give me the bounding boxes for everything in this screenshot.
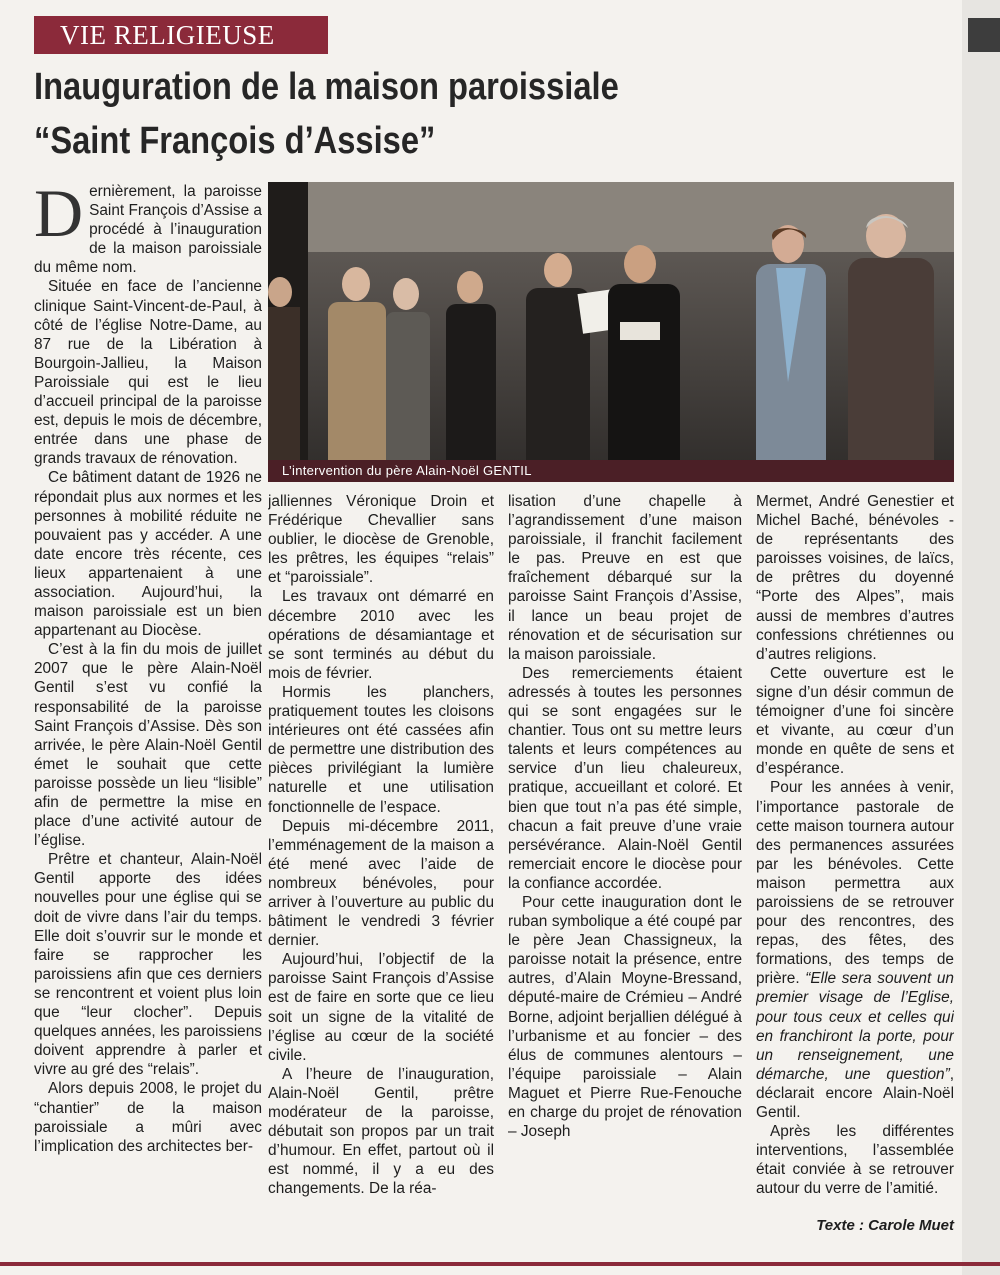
headline-line-1: Inauguration de la maison paroissiale <box>34 66 619 108</box>
article-column-1 <box>34 182 262 1264</box>
article-column-2 <box>268 492 494 1264</box>
paragraph: Alors depuis 2008, le projet du “chantier” de la maison paroissiale a mûri avec l’implication des architectes ber- <box>34 1080 262 1155</box>
paragraph: jalliennes Véronique Droin et Frédérique Chevallier sans oublier, le diocèse de Grenoble, les prêtres, les équipes “relais” et “paroissiale”. <box>268 493 494 587</box>
paragraph: Après les différentes interventions, l’assemblée était conviée à se retrouver autour du verre de l’amitié. <box>756 1123 954 1198</box>
section-rubric: VIE RELIGIEUSE <box>34 16 328 54</box>
quote: “Elle sera souvent un premier visage de l’Eglise, pour tous ceux et celles qui en franchiront la porte, pour un renseignement, une démarche, une question” <box>756 970 954 1083</box>
paragraph: Depuis mi-décembre 2011, l’emménagement de la maison a été mené avec l’aide de nombreux bénévoles, pour arriver à l’ouverture au public du bâtiment le vendredi 3 février dernier. <box>268 817 494 950</box>
adjacent-page-tab <box>968 18 1000 52</box>
paragraph: Aujourd’hui, l’objectif de la paroisse Saint François d’Assise est de faire en sorte que ce lieu soit un signe de la vitalité de l’église au cœur de la société civile. <box>268 951 494 1064</box>
paragraph: Pour cette inauguration dont le ruban symbolique a été coupé par le père Jean Chassigneux, la paroisse notait la présence, entre autres, d’Alain Moyne-Bressand, député-maire de Crémieu – André Borne, adjoint berjallien délégué à l’urbanisme et au foncier – des élus de communes alentours – l’équipe paroissiale – Alain Maguet et Pierre Rue-Fenouche en charge du projet de rénovation – Joseph <box>508 893 742 1141</box>
paragraph: Prêtre et chanteur, Alain-Noël Gentil apporte des idées nouvelles pour une église qui se doit de vivre dans l’air du temps. Elle doit s’ouvrir sur le monde et faire se rapprocher les paroissiens afin que ces derniers se rencontrent et voient plus loin que “leur clocher”. Depuis quelques années, les paroissiens doivent apprendre à parler et vivre au gré des “relais”. <box>34 851 262 1079</box>
paragraph: Située en face de l’ancienne clinique Saint-Vincent-de-Paul, à côté de l’église Notre-Dame, au 87 rue de la Libération à Bourgoin-Jallieu, la Maison Paroissiale qui est le lieu d’accueil principal de la paroisse est, depuis le mois de décembre, entrée dans une phase de grands travaux de rénovation. <box>34 278 262 468</box>
adjacent-page-edge <box>962 0 1000 1275</box>
paragraph: Dernièrement, la paroisse Saint François d’Assise a procédé à l’inauguration de la maison paroissiale du même nom. <box>34 182 262 277</box>
headline-line-2: “Saint François d’Assise” <box>34 120 436 162</box>
article-column-4 <box>756 492 954 1264</box>
drop-cap: D <box>34 182 84 251</box>
paragraph: Ce bâtiment datant de 1926 ne répondait plus aux normes et les personnes à mobilité réduite ne pouvaient pas y accéder. A une date encore très récente, ces lieux appartenaient à une association. Aujourd’hui, la maison paroissiale est un bien appartenant au Diocèse. <box>34 469 262 640</box>
article-photo <box>268 182 954 482</box>
bottom-rule <box>0 1262 1000 1266</box>
paragraph: lisation d’une chapelle à l’agrandissement d’une maison paroissiale, il franchit facilement le pas. Preuve en est que fraîchement débarqué sur la paroisse Saint François d’Assise, il lance un beau projet de rénovation et de sécurisation sur la maison paroissiale. <box>508 493 742 663</box>
paragraph: Des remerciements étaient adressés à toutes les personnes qui se sont engagées sur le chantier. Tous ont su mettre leurs talents et leurs compétences au service d’un lieu chaleureux, pratique, accueillant et coloré. Et bien que tout n’a pas été simple, chacun a fait preuve d’une vraie persévérance. Alain-Noël Gentil remerciait encore le diocèse pour la confiance accordée. <box>508 664 742 892</box>
paragraph: Les travaux ont démarré en décembre 2010 avec les opérations de désamiantage et se sont terminés au début du mois de février. <box>268 588 494 682</box>
author-credit: Texte : Carole Muet <box>816 1217 954 1234</box>
photo-caption: L’intervention du père Alain-Noël GENTIL <box>268 460 954 482</box>
photo-illustration <box>268 182 954 482</box>
paragraph: Hormis les planchers, pratiquement toutes les cloisons intérieures ont été cassées afin de permettre une distribution des pièces privilégiant la lumière naturelle et une utilisation fonctionnelle de l’espace. <box>268 683 494 816</box>
article-column-3 <box>508 492 742 1264</box>
paragraph: C’est à la fin du mois de juillet 2007 que le père Alain-Noël Gentil s’est vu confié la responsabilité de la paroisse Saint François d’Assise. Dès son arrivée, le père Alain-Noël Gentil émet le souhait que cette paroisse possède un lieu “lisible” afin de permettre la mise en place d’une activité autour de l’église. <box>34 641 262 850</box>
paragraph: A l’heure de l’inauguration, Alain-Noël Gentil, prêtre modérateur de la paroisse, débutait son propos par un trait d’humour. En effet, partout où il est nommé, il y a eu des changements. De la réa- <box>268 1065 494 1198</box>
paragraph: Cette ouverture est le signe d’un désir commun de témoigner d’une foi sincère et vivante, au cœur d’un monde en quête de sens et d’espérance. <box>756 664 954 778</box>
paragraph: Mermet, André Genestier et Michel Baché, bénévoles - de représentants des paroisses voisines, de laïcs, de prêtres du doyenné “Porte des Alpes”, mais aussi de membres d’autres confessions chrétiennes ou d’autres religions. <box>756 493 954 663</box>
paragraph: Pour les années à venir, l’importance pastorale de cette maison tournera autour des permanences assurées par les bénévoles. Cette maison permettra aux paroissiens de se retrouver pour des rencontres, des repas, des fêtes, des formations, des temps de prière. “Elle sera souvent un premier visage de l’Eglise, pour tous ceux et celles qui en franchiront la porte, pour un renseignement, une démarche, une question”, déclarait encore Alain-Noël Gentil. <box>756 779 954 1121</box>
